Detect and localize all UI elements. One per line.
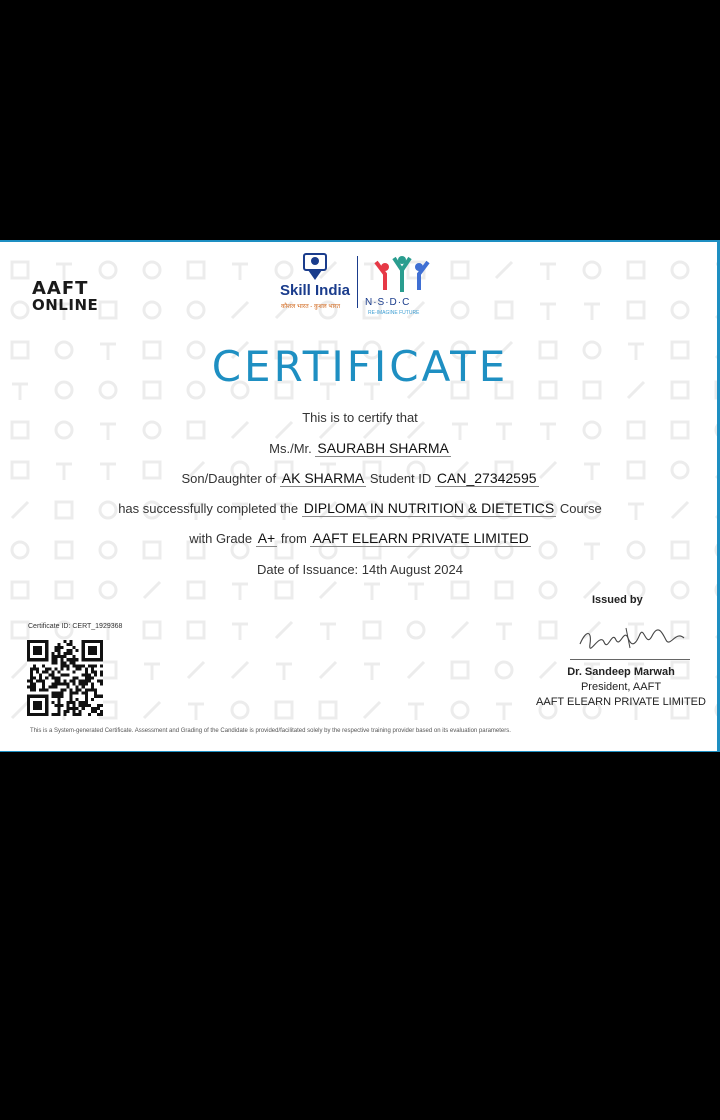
qr-module bbox=[57, 710, 60, 713]
qr-module bbox=[79, 713, 82, 716]
qr-module bbox=[51, 673, 54, 676]
qr-module bbox=[100, 713, 103, 716]
qr-module bbox=[60, 658, 63, 661]
qr-module bbox=[91, 698, 94, 701]
qr-module bbox=[88, 704, 91, 707]
signatory-title: President, AAFT bbox=[580, 681, 662, 693]
qr-module bbox=[97, 707, 100, 710]
qr-module bbox=[85, 692, 88, 695]
from-label: from bbox=[280, 531, 307, 546]
qr-module bbox=[100, 683, 103, 686]
qr-module bbox=[100, 673, 103, 676]
qr-module bbox=[48, 667, 51, 670]
qr-module bbox=[82, 673, 85, 676]
certify-line bbox=[0, 410, 720, 425]
signature-image bbox=[578, 622, 688, 654]
qr-module bbox=[91, 667, 94, 670]
footer-note: This is a System-generated Certificate. Assessment and Grading of the Candidate is provided/facilitated solely by the respective training provider based on its evaluation parameters. bbox=[30, 728, 511, 734]
qr-module bbox=[51, 692, 54, 695]
qr-module bbox=[63, 680, 66, 683]
qr-module bbox=[79, 664, 82, 667]
qr-module bbox=[54, 680, 57, 683]
qr-module bbox=[60, 661, 63, 664]
qr-module bbox=[97, 680, 100, 683]
qr-module bbox=[63, 673, 66, 676]
qr-module bbox=[57, 646, 60, 649]
qr-module bbox=[76, 713, 79, 716]
qr-module bbox=[91, 686, 94, 689]
skill-india-tagline: कौशल भारत - कुशल भारत bbox=[281, 304, 341, 310]
skill-india-emblem-icon bbox=[303, 252, 327, 282]
qr-module bbox=[88, 689, 91, 692]
qr-module bbox=[51, 701, 54, 704]
qr-module bbox=[57, 649, 60, 652]
qr-module bbox=[73, 707, 76, 710]
qr-module bbox=[67, 707, 70, 710]
qr-module bbox=[54, 713, 57, 716]
parent-prefix: Son/Daughter of bbox=[181, 471, 277, 486]
qr-module bbox=[76, 707, 79, 710]
qr-module bbox=[67, 704, 70, 707]
qr-module bbox=[76, 667, 79, 670]
qr-module bbox=[73, 683, 76, 686]
qr-module bbox=[57, 695, 60, 698]
qr-module bbox=[70, 689, 73, 692]
qr-module bbox=[79, 680, 82, 683]
qr-module bbox=[82, 680, 85, 683]
qr-module bbox=[54, 676, 57, 679]
qr-module bbox=[85, 670, 88, 673]
qr-module bbox=[76, 686, 79, 689]
qr-module bbox=[45, 670, 48, 673]
qr-module bbox=[67, 652, 70, 655]
qr-module bbox=[33, 689, 36, 692]
qr-module bbox=[57, 707, 60, 710]
qr-module bbox=[33, 701, 42, 710]
qr-module bbox=[73, 658, 76, 661]
qr-module bbox=[100, 695, 103, 698]
qr-module bbox=[82, 707, 85, 710]
qr-module bbox=[85, 704, 88, 707]
qr-module bbox=[73, 676, 76, 679]
qr-module bbox=[73, 664, 76, 667]
qr-module bbox=[51, 713, 54, 716]
qr-module bbox=[57, 643, 60, 646]
certify-text: This is to certify that bbox=[302, 410, 418, 425]
qr-module bbox=[63, 689, 66, 692]
qr-module bbox=[42, 680, 45, 683]
qr-module bbox=[30, 667, 33, 670]
qr-module bbox=[82, 701, 85, 704]
student-id-label: Student ID bbox=[369, 471, 432, 486]
nsdc-figures-icon bbox=[372, 254, 432, 296]
qr-module bbox=[85, 698, 88, 701]
institution-name: AAFT ELEARN PRIVATE LIMITED bbox=[312, 530, 529, 546]
qr-module bbox=[88, 680, 91, 683]
qr-module bbox=[70, 698, 73, 701]
qr-module bbox=[67, 667, 70, 670]
qr-module bbox=[73, 713, 76, 716]
qr-module bbox=[60, 704, 63, 707]
qr-module bbox=[51, 683, 54, 686]
qr-module bbox=[85, 673, 88, 676]
qr-module bbox=[57, 670, 60, 673]
course-line bbox=[0, 500, 720, 516]
qr-module bbox=[33, 664, 36, 667]
qr-module bbox=[70, 701, 73, 704]
qr-module bbox=[94, 710, 97, 713]
qr-module bbox=[30, 689, 33, 692]
qr-module bbox=[60, 667, 63, 670]
qr-module bbox=[63, 655, 66, 658]
qr-module bbox=[73, 661, 76, 664]
qr-module bbox=[39, 680, 42, 683]
qr-module bbox=[51, 695, 54, 698]
student-id: CAN_27342595 bbox=[436, 470, 537, 486]
qr-module bbox=[60, 683, 63, 686]
qr-module bbox=[67, 643, 70, 646]
qr-module bbox=[100, 670, 103, 673]
certificate-id: Certificate ID: CERT_1929368 bbox=[28, 623, 123, 630]
qr-module bbox=[70, 658, 73, 661]
qr-module bbox=[76, 658, 79, 661]
aaft-online-logo bbox=[32, 280, 98, 314]
qr-module bbox=[67, 710, 70, 713]
course-suffix: Course bbox=[559, 501, 602, 516]
qr-module bbox=[82, 704, 85, 707]
qr-module bbox=[85, 680, 88, 683]
qr-module bbox=[48, 686, 51, 689]
grade-line bbox=[0, 530, 720, 546]
qr-module bbox=[51, 658, 54, 661]
qr-module bbox=[51, 661, 54, 664]
qr-module bbox=[79, 704, 82, 707]
qr-module bbox=[73, 704, 76, 707]
qr-module bbox=[54, 649, 57, 652]
qr-module bbox=[94, 707, 97, 710]
qr-module bbox=[63, 713, 66, 716]
parent-name: AK SHARMA bbox=[281, 470, 365, 486]
qr-module bbox=[60, 689, 63, 692]
qr-module bbox=[88, 664, 91, 667]
qr-module bbox=[42, 683, 45, 686]
qr-module bbox=[63, 661, 66, 664]
qr-module bbox=[54, 695, 57, 698]
qr-module bbox=[33, 646, 42, 655]
qr-module bbox=[82, 683, 85, 686]
qr-module bbox=[85, 683, 88, 686]
qr-module bbox=[57, 655, 60, 658]
qr-module bbox=[94, 695, 97, 698]
qr-module bbox=[85, 689, 88, 692]
qr-module bbox=[60, 692, 63, 695]
qr-module bbox=[85, 676, 88, 679]
qr-module bbox=[63, 664, 66, 667]
qr-module bbox=[88, 673, 91, 676]
qr-module bbox=[60, 673, 63, 676]
qr-module bbox=[79, 689, 82, 692]
qr-module bbox=[39, 673, 42, 676]
qr-module bbox=[57, 676, 60, 679]
qr-module bbox=[60, 695, 63, 698]
qr-module bbox=[60, 664, 63, 667]
qr-module bbox=[73, 680, 76, 683]
qr-module bbox=[100, 680, 103, 683]
qr-module bbox=[57, 698, 60, 701]
qr-module bbox=[79, 667, 82, 670]
qr-module bbox=[30, 673, 33, 676]
qr-module bbox=[60, 655, 63, 658]
recipient-line bbox=[0, 440, 720, 456]
qr-module bbox=[30, 670, 33, 673]
qr-module bbox=[70, 680, 73, 683]
skill-india-text: Skill India bbox=[280, 282, 351, 299]
qr-module bbox=[94, 664, 97, 667]
qr-module bbox=[63, 683, 66, 686]
qr-module bbox=[76, 698, 79, 701]
qr-module bbox=[33, 683, 36, 686]
qr-module bbox=[100, 704, 103, 707]
name-prefix: Ms./Mr. bbox=[269, 441, 312, 456]
completed-prefix: has successfully completed the bbox=[118, 501, 299, 516]
nsdc-tagline: RE-IMAGINE FUTURE bbox=[368, 310, 420, 316]
qr-module bbox=[33, 676, 36, 679]
qr-module bbox=[85, 667, 88, 670]
signatory-name: Dr. Sandeep Marwah bbox=[567, 666, 675, 678]
qr-module bbox=[91, 683, 94, 686]
qr-module bbox=[79, 701, 82, 704]
aaft-logo-line1: AAFT bbox=[32, 278, 89, 299]
certificate-title: CERTIFICATE bbox=[211, 342, 509, 391]
qr-module bbox=[70, 707, 73, 710]
qr-module bbox=[70, 643, 73, 646]
qr-module bbox=[42, 664, 45, 667]
qr-module bbox=[76, 689, 79, 692]
qr-module bbox=[91, 670, 94, 673]
signatory-block bbox=[536, 665, 706, 710]
qr-module bbox=[63, 710, 66, 713]
course-name: DIPLOMA IN NUTRITION & DIETETICS bbox=[303, 500, 555, 516]
qr-module bbox=[76, 649, 79, 652]
qr-module bbox=[30, 686, 33, 689]
qr-module bbox=[57, 683, 60, 686]
qr-module bbox=[54, 646, 57, 649]
qr-module bbox=[88, 646, 97, 655]
qr-module bbox=[54, 683, 57, 686]
qr-module bbox=[70, 652, 73, 655]
qr-module bbox=[39, 676, 42, 679]
qr-module bbox=[57, 652, 60, 655]
qr-module bbox=[63, 652, 66, 655]
skill-india-nsdc-logo bbox=[276, 252, 436, 314]
qr-module bbox=[30, 680, 33, 683]
qr-module bbox=[73, 646, 76, 649]
qr-module bbox=[63, 640, 66, 643]
qr-module bbox=[76, 664, 79, 667]
qr-module bbox=[36, 670, 39, 673]
issue-date-line bbox=[0, 562, 720, 577]
qr-module bbox=[94, 670, 97, 673]
qr-module bbox=[54, 661, 57, 664]
qr-module bbox=[67, 658, 70, 661]
qr-module bbox=[51, 686, 54, 689]
qr-module bbox=[57, 713, 60, 716]
qr-module bbox=[73, 701, 76, 704]
qr-module bbox=[94, 689, 97, 692]
qr-module bbox=[91, 710, 94, 713]
qr-module bbox=[91, 707, 94, 710]
qr-module bbox=[70, 661, 73, 664]
qr-module bbox=[100, 664, 103, 667]
qr-module bbox=[85, 701, 88, 704]
qr-module bbox=[97, 704, 100, 707]
qr-module bbox=[100, 710, 103, 713]
qr-module bbox=[82, 686, 85, 689]
qr-module bbox=[33, 686, 36, 689]
qr-module bbox=[27, 680, 30, 683]
qr-module bbox=[70, 692, 73, 695]
recipient-name: SAURABH SHARMA bbox=[317, 440, 449, 456]
qr-module bbox=[82, 664, 85, 667]
qr-module bbox=[70, 640, 73, 643]
qr-module bbox=[60, 646, 63, 649]
qr-module bbox=[45, 667, 48, 670]
qr-module bbox=[67, 664, 70, 667]
nsdc-text: N·S·D·C bbox=[365, 297, 411, 308]
qr-module bbox=[42, 689, 45, 692]
qr-module bbox=[54, 704, 57, 707]
qr-module bbox=[67, 701, 70, 704]
qr-module bbox=[30, 683, 33, 686]
qr-module bbox=[73, 655, 76, 658]
aaft-logo-line2: ONLINE bbox=[32, 296, 99, 314]
qr-module bbox=[54, 658, 57, 661]
qr-module bbox=[54, 655, 57, 658]
qr-module bbox=[97, 713, 100, 716]
qr-module bbox=[67, 673, 70, 676]
qr-module bbox=[73, 692, 76, 695]
qr-module bbox=[70, 649, 73, 652]
qr-module bbox=[39, 689, 42, 692]
qr-module bbox=[42, 670, 45, 673]
grade-prefix: with Grade bbox=[189, 531, 253, 546]
parent-line bbox=[0, 470, 720, 486]
qr-module bbox=[88, 713, 91, 716]
qr-module bbox=[45, 689, 48, 692]
qr-module bbox=[76, 692, 79, 695]
qr-module bbox=[91, 676, 94, 679]
qr-module bbox=[42, 686, 45, 689]
qr-module bbox=[67, 686, 70, 689]
qr-module bbox=[57, 701, 60, 704]
qr-module bbox=[97, 695, 100, 698]
qr-module bbox=[67, 649, 70, 652]
qr-module bbox=[76, 676, 79, 679]
qr-module bbox=[51, 676, 54, 679]
qr-module bbox=[51, 670, 54, 673]
qr-module bbox=[33, 667, 36, 670]
qr-module bbox=[27, 686, 30, 689]
qr-module bbox=[94, 692, 97, 695]
qr-module bbox=[57, 692, 60, 695]
qr-module bbox=[57, 704, 60, 707]
qr-module bbox=[85, 695, 88, 698]
qr-module bbox=[79, 683, 82, 686]
qr-module bbox=[54, 686, 57, 689]
qr-module bbox=[91, 689, 94, 692]
certificate bbox=[0, 240, 720, 752]
qr-module bbox=[45, 676, 48, 679]
qr-module bbox=[88, 676, 91, 679]
issue-date: Date of Issuance: 14th August 2024 bbox=[257, 562, 463, 577]
issued-by-label: Issued by bbox=[592, 594, 643, 606]
qr-module bbox=[36, 667, 39, 670]
qr-module bbox=[54, 692, 57, 695]
qr-module bbox=[30, 676, 33, 679]
qr-module bbox=[82, 692, 85, 695]
qr-module bbox=[48, 673, 51, 676]
qr-module bbox=[67, 683, 70, 686]
qr-module bbox=[91, 664, 94, 667]
qr-module bbox=[36, 680, 39, 683]
qr-module bbox=[79, 710, 82, 713]
qr-module bbox=[51, 655, 54, 658]
signature-line bbox=[570, 659, 690, 660]
signatory-org: AAFT ELEARN PRIVATE LIMITED bbox=[536, 696, 706, 708]
qr-module bbox=[51, 652, 54, 655]
qr-module bbox=[57, 680, 60, 683]
qr-module bbox=[94, 673, 97, 676]
qr-module bbox=[73, 710, 76, 713]
qr-code[interactable] bbox=[26, 640, 104, 716]
qr-module bbox=[54, 667, 57, 670]
logo-divider bbox=[357, 256, 358, 308]
qr-module bbox=[73, 670, 76, 673]
qr-module bbox=[70, 695, 73, 698]
grade-value: A+ bbox=[257, 530, 276, 546]
